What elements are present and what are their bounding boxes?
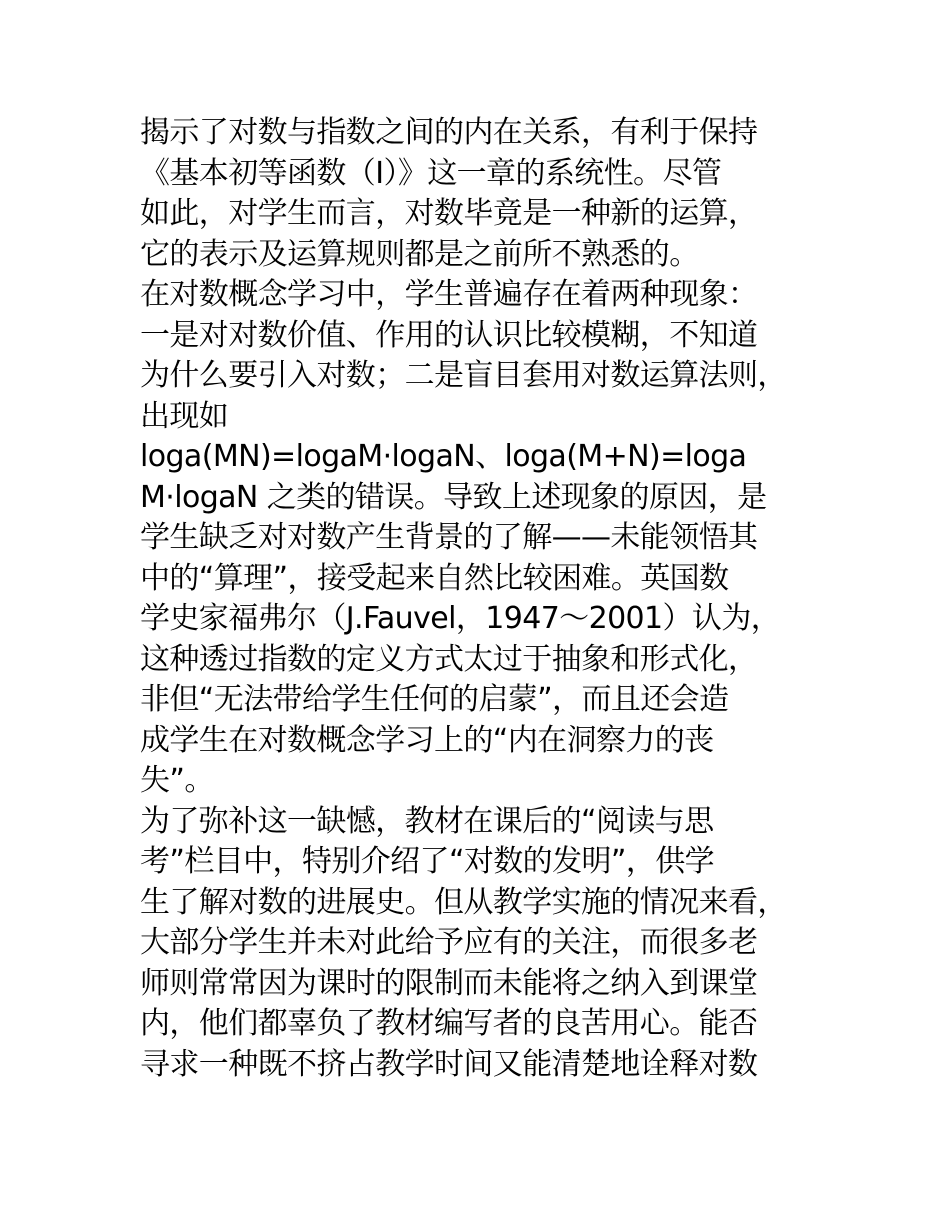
- text-line: 出现如: [140, 398, 229, 434]
- text-line: 揭示了对数与指数之间的内在关系，有利于保持: [140, 115, 758, 150]
- formula-line: loga(MN)=logaM·logaN、loga(M+N)=loga: [140, 439, 747, 474]
- body-text: [140, 113, 810, 1085]
- text-line: 一是对对数价值、作用的认识比较模糊，不知道: [140, 317, 758, 353]
- text-line: 考”栏目中，特别介绍了“对数的发明”，供学: [140, 844, 715, 879]
- text-line: 为了弥补这一缺憾，教材在课后的“阅读与思: [140, 803, 714, 839]
- text-line: 师则常常因为课时的限制而未能将之纳入到课堂: [140, 965, 758, 1001]
- text-line: 学生缺乏对对数产生背景的了解——未能领悟其: [140, 520, 758, 555]
- text-line: 为什么要引入对数；二是盲目套用对数运算法则，: [140, 358, 787, 393]
- text-line: 《基本初等函数（Ⅰ）》这一章的系统性。尽管: [140, 155, 722, 191]
- text-line: 中的“算理”，接受起来自然比较困难。英国数: [140, 560, 729, 596]
- text-line: 失”。: [140, 763, 214, 798]
- text-line: 非但“无法带给学生任何的启蒙”，而且还会造: [140, 682, 729, 717]
- text-line: 如此，对学生而言，对数毕竟是一种新的运算，: [140, 196, 758, 231]
- text-line: 成学生在对数概念学习上的“内在洞察力的丧: [140, 722, 714, 758]
- text-line: 寻求一种既不挤占教学时间又能清楚地诠释对数: [140, 1046, 758, 1082]
- text-line: M·logaN 之类的错误。导致上述现象的原因，是: [140, 479, 767, 515]
- text-line: 在对数概念学习中，学生普遍存在着两种现象：: [140, 277, 758, 312]
- text-line: 学史家福弗尔（J.Fauvel，1947～2001）认为，: [140, 601, 781, 636]
- text-line: 内，他们都辜负了教材编写者的良苦用心。能否: [140, 1006, 758, 1041]
- text-line: 大部分学生并未对此给予应有的关注，而很多老: [140, 925, 758, 960]
- text-line: 它的表示及运算规则都是之前所不熟悉的。: [140, 236, 699, 272]
- text-line: 这种透过指数的定义方式太过于抽象和形式化，: [140, 641, 758, 677]
- text-line: 生了解对数的进展史。但从教学实施的情况来看，: [140, 884, 787, 920]
